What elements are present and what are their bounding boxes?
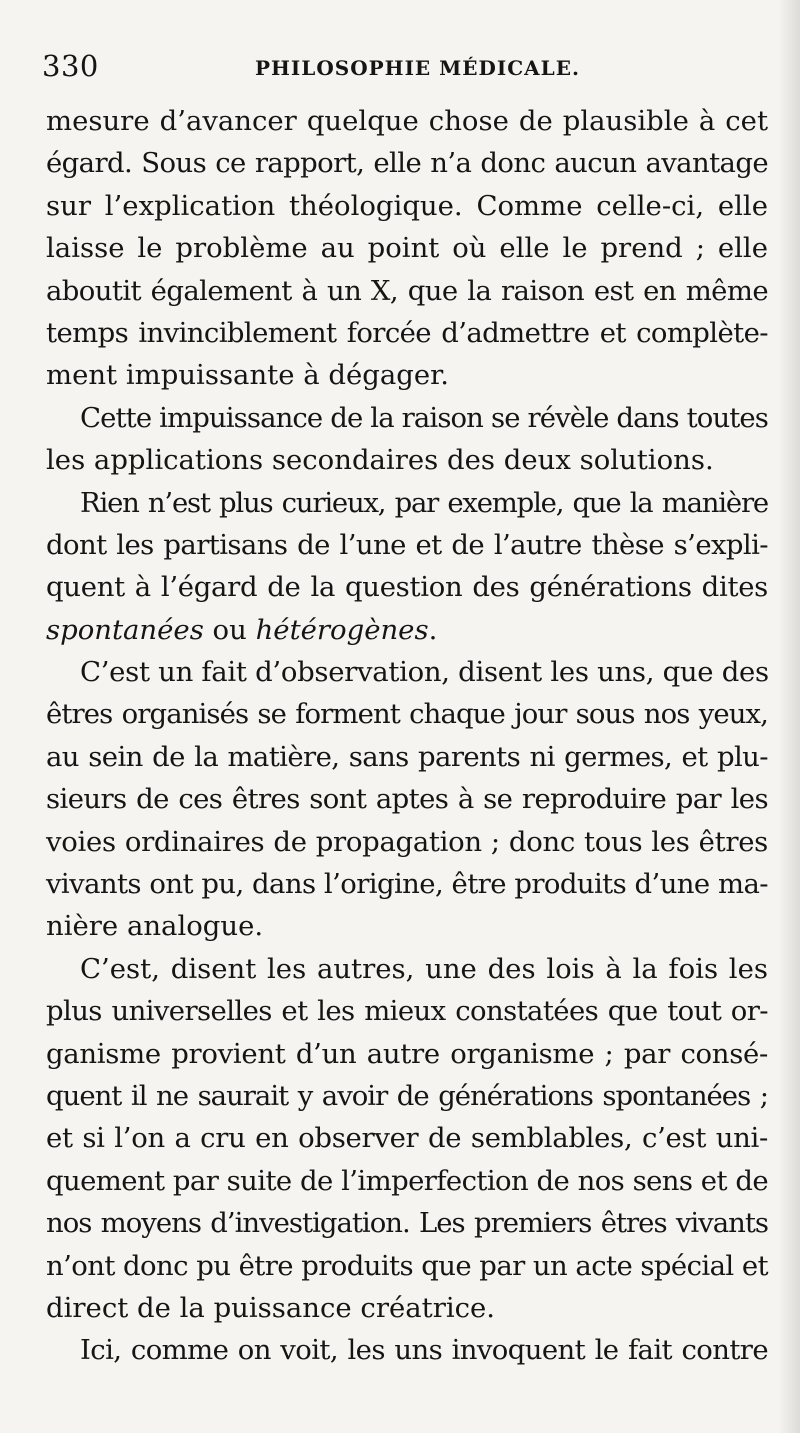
text-line: êtres organisés se forment chaque jour sous nos yeux, — [46, 698, 768, 731]
text-line: au sein de la matière, sans parents ni germes, et plu- — [46, 740, 768, 773]
text-line: n’ont donc pu être produits que par un acte spécial et — [46, 1249, 768, 1282]
connector-text: ou — [203, 613, 256, 646]
text-line: sieurs de ces êtres sont aptes à se reproduire par les — [46, 783, 768, 816]
page-edge-shadow — [778, 0, 800, 1433]
text-line: égard. Sous ce rapport, elle n’a donc aucun avantage — [46, 147, 768, 180]
text-line: quement par suite de l’imperfection de nos sens et de — [46, 1164, 768, 1197]
text-line: laisse le problème au point où elle le prend ; elle — [46, 232, 768, 265]
text-line: quent il ne saurait y avoir de générations spontanées ; — [46, 1079, 768, 1112]
body-text — [46, 100, 768, 1372]
italic-term: hétérogènes — [255, 613, 429, 646]
page-header — [42, 46, 762, 86]
text-line: ment impuissante à dégager. — [46, 359, 449, 392]
text-line: voies ordinaires de propagation ; donc tous les êtres — [46, 825, 768, 858]
text-line: les applications secondaires des deux solutions. — [46, 444, 714, 477]
paragraph-first-line: C’est un fait d’observation, disent les uns, que des — [80, 656, 769, 689]
text-line: plus universelles et les mieux constatées que tout or- — [46, 995, 768, 1028]
text-line: temps invinciblement forcée d’admettre et complète- — [46, 316, 768, 349]
punctuation: . — [428, 613, 438, 646]
text-line: nos moyens d’investigation. Les premiers êtres vivants — [46, 1207, 768, 1240]
paragraph-first-line: Cette impuissance de la raison se révèle dans toutes — [80, 401, 768, 434]
text-line: dont les partisans de l’une et de l’autre thèse s’expli- — [46, 528, 768, 561]
text-line: quent à l’égard de la question des générations dites — [46, 571, 768, 604]
text-line: ganisme provient d’un autre organisme ; par consé- — [46, 1037, 768, 1070]
text-line: nière analogue. — [46, 910, 264, 943]
text-line: vivants ont pu, dans l’origine, être produits d’une ma- — [46, 868, 768, 901]
text-line: direct de la puissance créatrice. — [46, 1291, 496, 1324]
running-title: PHILOSOPHIE MÉDICALE. — [255, 56, 580, 80]
paragraph-first-line: Rien n’est plus curieux, par exemple, que la manière — [80, 486, 768, 519]
text-line: aboutit également à un X, que la raison est en même — [46, 274, 768, 307]
page-number: 330 — [42, 49, 99, 83]
italic-term: spontanées — [46, 613, 204, 646]
paragraph-first-line: C’est, disent les autres, une des lois à la fois les — [80, 952, 768, 985]
text-line: sur l’explication théologique. Comme celle-ci, elle — [46, 189, 768, 222]
text-line: et si l’on a cru en observer de semblables, c’est uni- — [46, 1122, 768, 1155]
paragraph-first-line: Ici, comme on voit, les uns invoquent le fait contre — [80, 1334, 768, 1367]
text-line — [46, 609, 768, 651]
text-line: mesure d’avancer quelque chose de plausible à cet — [46, 105, 768, 137]
